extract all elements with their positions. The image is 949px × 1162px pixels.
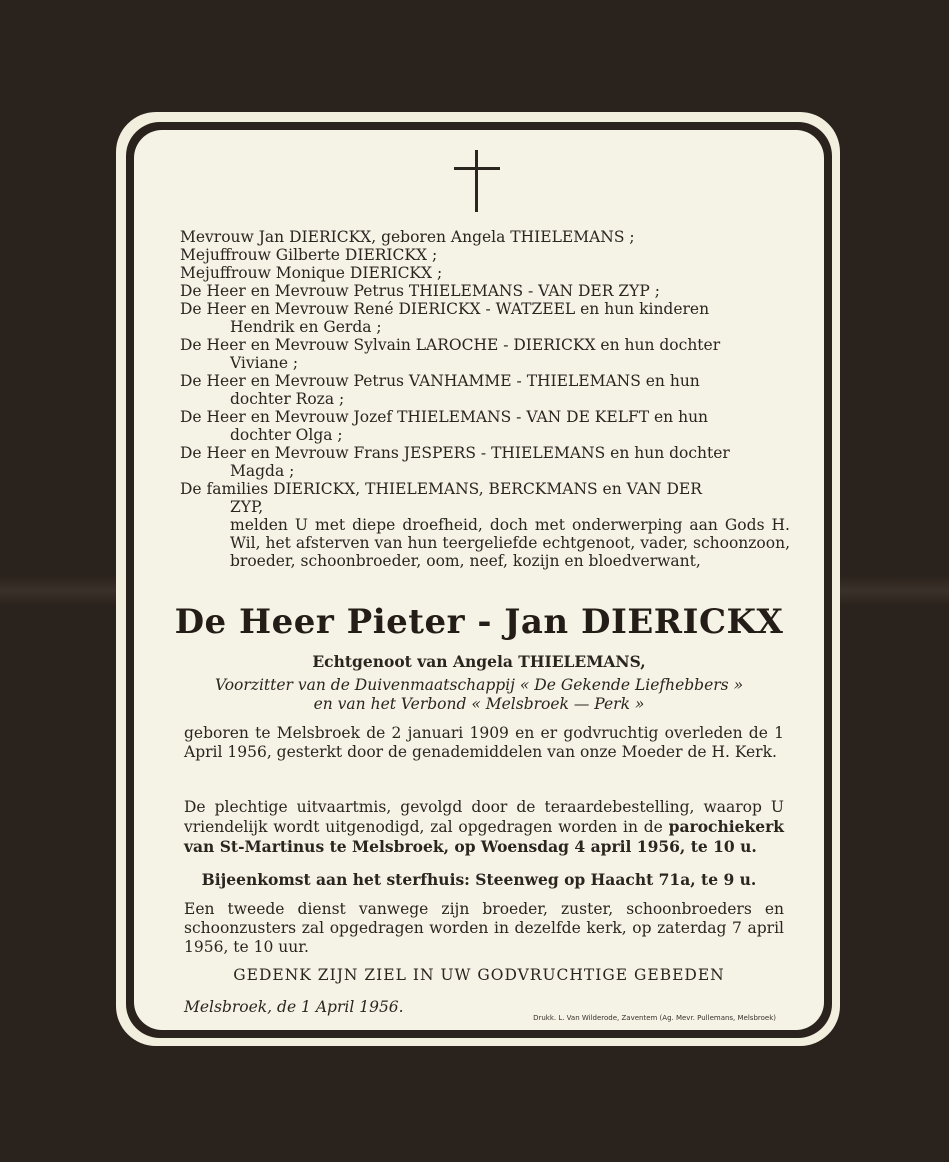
mourner-entry: De Heer en Mevrouw René DIERICKX - WATZEEL en hun kinderen xyxy=(180,300,710,318)
mourner-entry: De families DIERICKX, THIELEMANS, BERCKMANS en VAN DER xyxy=(180,480,702,498)
mourner-entry-continuation: dochter Olga ; xyxy=(230,426,343,444)
gathering-line: Bijeenkomst aan het sterfhuis: Steenweg op Haacht 71a, te 9 u. xyxy=(201,870,757,889)
role-line-2: en van het Verbond « Melsbroek — Perk » xyxy=(313,695,645,713)
funeral-location: parochiekerk van St-Martinus te Melsbroek, op Woensdag 4 april 1956, te 10 u. xyxy=(184,817,784,856)
mourner-entry-continuation: dochter Roza ; xyxy=(230,390,345,408)
place-date: Melsbroek, de 1 April 1956. xyxy=(184,998,404,1016)
funeral-paragraph xyxy=(184,798,784,857)
announcement-message: melden U met diepe droefheid, doch met onderwerping aan Gods H. Wil, het afsterven van hun teergeliefde echtgenoot, vader, schoonzoon, broeder, schoonbroeder, oom, neef, kozijn en bloedverwant, xyxy=(230,516,790,570)
birth-death-paragraph: geboren te Melsbroek de 2 januari 1909 en er godvruchtig overleden de 1 April 1956, gesterkt door de genademiddelen van onze Moeder de H. Kerk. xyxy=(184,724,784,761)
prayer-line: GEDENK ZIJN ZIEL IN UW GODVRUCHTIGE GEBEDEN xyxy=(233,966,725,984)
mourner-entry-continuation: Hendrik en Gerda ; xyxy=(230,318,382,336)
mourner-entry: De Heer en Mevrouw Sylvain LAROCHE - DIERICKX en hun dochter xyxy=(180,336,721,354)
mourner-entry: De Heer en Mevrouw Petrus THIELEMANS - VAN DER ZYP ; xyxy=(180,282,660,300)
mourner-entry-continuation: Viviane ; xyxy=(230,354,299,372)
cross-icon xyxy=(452,148,502,218)
mourner-entry: Mejuffrouw Gilberte DIERICKX ; xyxy=(180,246,438,264)
role-line-1: Voorzitter van de Duivenmaatschappij « De Gekende Liefhebbers » xyxy=(214,676,744,694)
second-service-paragraph: Een tweede dienst vanwege zijn broeder, zuster, schoonbroeders en schoonzusters zal opgedragen worden in dezelfde kerk, op zaterdag 7 april 1956, te 10 uur. xyxy=(184,900,784,956)
deceased-name: De Heer Pieter - Jan DIERICKX xyxy=(174,602,784,642)
role-lines xyxy=(134,676,824,714)
printer-credit: Drukk. L. Van Wilderode, Zaventem (Ag. Mevr. Pullemans, Melsbroek) xyxy=(533,1014,776,1022)
mourner-entry: De Heer en Mevrouw Frans JESPERS - THIELEMANS en hun dochter xyxy=(180,444,730,462)
mourners-list xyxy=(180,228,790,570)
funeral-intro: De plechtige uitvaartmis, gevolgd door de teraardebestelling, waarop U vriendelijk wordt uitgenodigd, zal opgedragen worden in de xyxy=(184,798,784,836)
mourner-entry: De Heer en Mevrouw Jozef THIELEMANS - VAN DE KELFT en hun xyxy=(180,408,709,426)
mourner-entry-continuation: Magda ; xyxy=(230,462,295,480)
death-notice-card xyxy=(134,130,824,1030)
spouse-line: Echtgenoot van Angela THIELEMANS, xyxy=(312,652,646,671)
mourner-entry: De Heer en Mevrouw Petrus VANHAMME - THIELEMANS en hun xyxy=(180,372,700,390)
mourner-entry: Mejuffrouw Monique DIERICKX ; xyxy=(180,264,443,282)
mourner-entry: Mevrouw Jan DIERICKX, geboren Angela THIELEMANS ; xyxy=(180,228,635,246)
mourner-entry-continuation: ZYP, xyxy=(230,498,264,516)
